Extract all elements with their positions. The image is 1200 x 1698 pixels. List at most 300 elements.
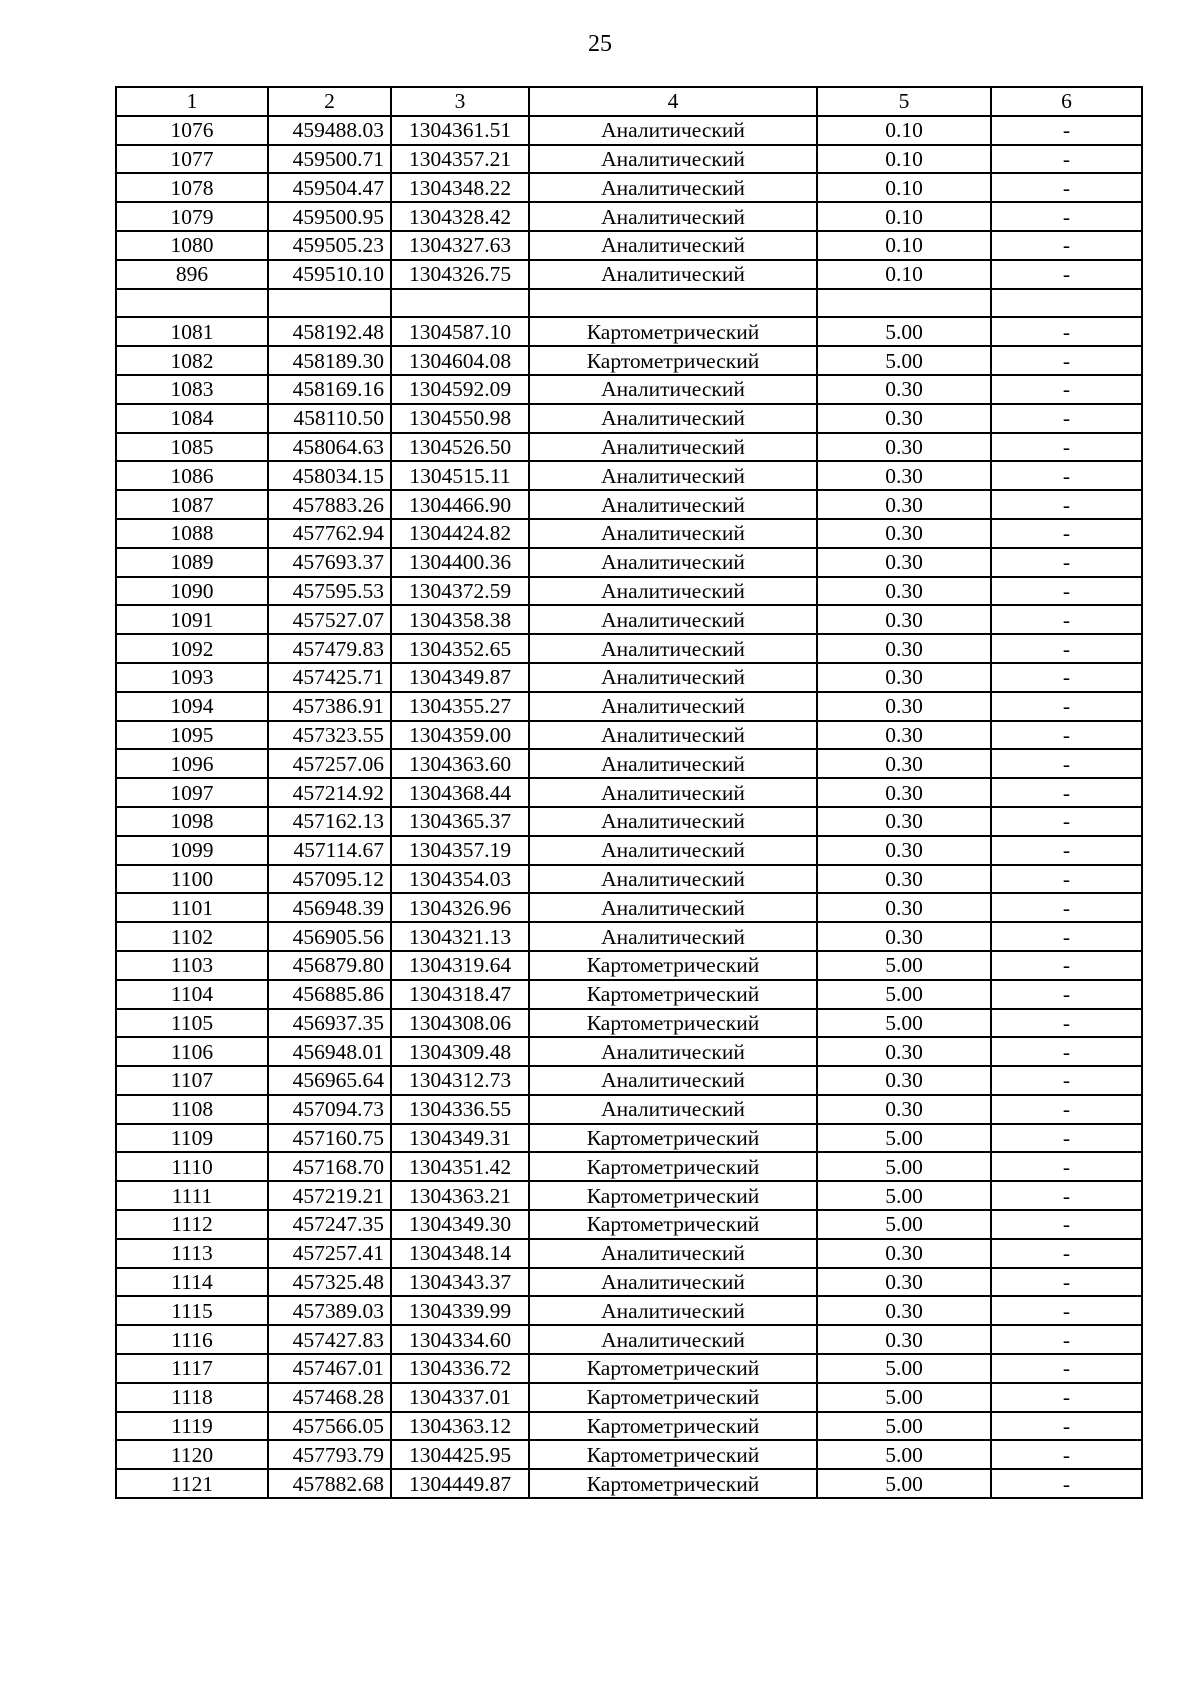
y-coordinate-cell: 1304425.95 [391,1440,529,1469]
point-number-cell: 1118 [116,1383,268,1412]
x-coordinate-cell: 457793.79 [268,1440,391,1469]
table-row [116,1239,1142,1268]
accuracy-cell: 0.30 [817,922,991,951]
column-header-6: 6 [991,87,1142,116]
x-coordinate-cell: 457386.91 [268,692,391,721]
method-cell: Аналитический [529,173,817,202]
table-row [116,519,1142,548]
x-coordinate-cell: 457425.71 [268,663,391,692]
note-cell [991,289,1142,318]
accuracy-cell: 5.00 [817,317,991,346]
note-cell: - [991,1239,1142,1268]
x-coordinate-cell: 457389.03 [268,1296,391,1325]
table-row [116,116,1142,145]
x-coordinate-cell: 457595.53 [268,577,391,606]
y-coordinate-cell: 1304592.09 [391,375,529,404]
y-coordinate-cell: 1304357.21 [391,145,529,174]
y-coordinate-cell: 1304349.30 [391,1210,529,1239]
accuracy-cell [817,289,991,318]
point-number-cell: 1087 [116,490,268,519]
point-number-cell: 1113 [116,1239,268,1268]
point-number-cell: 1121 [116,1469,268,1498]
method-cell: Аналитический [529,519,817,548]
table-row [116,893,1142,922]
method-cell: Картометрический [529,1354,817,1383]
x-coordinate-cell: 459500.71 [268,145,391,174]
method-cell: Картометрический [529,1152,817,1181]
y-coordinate-cell [391,289,529,318]
method-cell: Аналитический [529,490,817,519]
method-cell: Аналитический [529,260,817,289]
note-cell: - [991,1412,1142,1441]
x-coordinate-cell: 456948.01 [268,1037,391,1066]
y-coordinate-cell: 1304359.00 [391,721,529,750]
y-coordinate-cell: 1304361.51 [391,116,529,145]
header-row [116,87,1142,116]
note-cell: - [991,1383,1142,1412]
accuracy-cell: 0.30 [817,807,991,836]
note-cell: - [991,778,1142,807]
accuracy-cell: 0.30 [817,1066,991,1095]
y-coordinate-cell: 1304318.47 [391,980,529,1009]
accuracy-cell: 5.00 [817,951,991,980]
column-header-3: 3 [391,87,529,116]
page-number: 25 [588,31,612,57]
accuracy-cell: 0.30 [817,893,991,922]
x-coordinate-cell: 457168.70 [268,1152,391,1181]
accuracy-cell: 0.30 [817,721,991,750]
method-cell: Аналитический [529,1268,817,1297]
method-cell: Аналитический [529,1037,817,1066]
accuracy-cell: 0.30 [817,577,991,606]
y-coordinate-cell: 1304352.65 [391,634,529,663]
table-row [116,1066,1142,1095]
accuracy-cell: 5.00 [817,1181,991,1210]
table-row [116,461,1142,490]
table-row [116,490,1142,519]
point-number-cell: 1091 [116,605,268,634]
note-cell: - [991,519,1142,548]
y-coordinate-cell: 1304339.99 [391,1296,529,1325]
note-cell: - [991,346,1142,375]
x-coordinate-cell: 458110.50 [268,404,391,433]
table-row [116,1152,1142,1181]
y-coordinate-cell: 1304363.21 [391,1181,529,1210]
column-header-1: 1 [116,87,268,116]
y-coordinate-cell: 1304357.19 [391,836,529,865]
x-coordinate-cell: 459510.10 [268,260,391,289]
x-coordinate-cell: 459500.95 [268,202,391,231]
note-cell: - [991,865,1142,894]
method-cell: Аналитический [529,1239,817,1268]
point-number-cell: 1112 [116,1210,268,1239]
note-cell: - [991,1066,1142,1095]
x-coordinate-cell: 456885.86 [268,980,391,1009]
accuracy-cell: 5.00 [817,1412,991,1441]
note-cell: - [991,461,1142,490]
table-row [116,749,1142,778]
x-coordinate-cell: 458034.15 [268,461,391,490]
note-cell: - [991,577,1142,606]
accuracy-cell: 0.30 [817,692,991,721]
note-cell: - [991,1152,1142,1181]
y-coordinate-cell: 1304466.90 [391,490,529,519]
table-row [116,1383,1142,1412]
accuracy-cell: 0.30 [817,836,991,865]
y-coordinate-cell: 1304334.60 [391,1325,529,1354]
method-cell: Аналитический [529,1296,817,1325]
x-coordinate-cell: 457883.26 [268,490,391,519]
accuracy-cell: 0.30 [817,1296,991,1325]
y-coordinate-cell: 1304348.14 [391,1239,529,1268]
x-coordinate-cell: 457162.13 [268,807,391,836]
method-cell: Аналитический [529,692,817,721]
point-number-cell: 1119 [116,1412,268,1441]
note-cell: - [991,1095,1142,1124]
table-row [116,404,1142,433]
point-number-cell: 1095 [116,721,268,750]
y-coordinate-cell: 1304326.75 [391,260,529,289]
x-coordinate-cell: 457214.92 [268,778,391,807]
x-coordinate-cell [268,289,391,318]
note-cell: - [991,721,1142,750]
note-cell: - [991,231,1142,260]
y-coordinate-cell: 1304400.36 [391,548,529,577]
note-cell: - [991,260,1142,289]
column-header-4: 4 [529,87,817,116]
table-row [116,1210,1142,1239]
note-cell: - [991,1268,1142,1297]
x-coordinate-cell: 457247.35 [268,1210,391,1239]
point-number-cell: 1094 [116,692,268,721]
point-number-cell: 1105 [116,1009,268,1038]
method-cell: Картометрический [529,1009,817,1038]
method-cell: Картометрический [529,1210,817,1239]
note-cell: - [991,490,1142,519]
method-cell: Аналитический [529,1066,817,1095]
accuracy-cell: 5.00 [817,1124,991,1153]
accuracy-cell: 0.30 [817,634,991,663]
table-row [116,1009,1142,1038]
column-header-5: 5 [817,87,991,116]
point-number-cell: 1114 [116,1268,268,1297]
method-cell: Аналитический [529,865,817,894]
point-number-cell: 1079 [116,202,268,231]
method-cell: Аналитический [529,807,817,836]
accuracy-cell: 0.30 [817,1239,991,1268]
table-row [116,145,1142,174]
table-row [116,1354,1142,1383]
method-cell [529,289,817,318]
point-number-cell: 1101 [116,893,268,922]
point-number-cell: 1084 [116,404,268,433]
x-coordinate-cell: 457882.68 [268,1469,391,1498]
x-coordinate-cell: 457095.12 [268,865,391,894]
note-cell: - [991,375,1142,404]
y-coordinate-cell: 1304363.12 [391,1412,529,1441]
y-coordinate-cell: 1304424.82 [391,519,529,548]
table-row [116,1268,1142,1297]
x-coordinate-cell: 456965.64 [268,1066,391,1095]
note-cell: - [991,202,1142,231]
y-coordinate-cell: 1304336.72 [391,1354,529,1383]
point-number-cell: 1090 [116,577,268,606]
x-coordinate-cell: 457325.48 [268,1268,391,1297]
point-number-cell [116,289,268,318]
method-cell: Аналитический [529,836,817,865]
method-cell: Аналитический [529,375,817,404]
method-cell: Аналитический [529,461,817,490]
y-coordinate-cell: 1304526.50 [391,433,529,462]
x-coordinate-cell: 457468.28 [268,1383,391,1412]
table-row [116,433,1142,462]
point-number-cell: 1116 [116,1325,268,1354]
point-number-cell: 1120 [116,1440,268,1469]
x-coordinate-cell: 457219.21 [268,1181,391,1210]
accuracy-cell: 5.00 [817,1440,991,1469]
accuracy-cell: 0.30 [817,1268,991,1297]
x-coordinate-cell: 458169.16 [268,375,391,404]
point-number-cell: 1115 [116,1296,268,1325]
table-row [116,605,1142,634]
method-cell: Аналитический [529,634,817,663]
note-cell: - [991,922,1142,951]
note-cell: - [991,980,1142,1009]
y-coordinate-cell: 1304349.87 [391,663,529,692]
method-cell: Картометрический [529,1440,817,1469]
point-number-cell: 1102 [116,922,268,951]
point-number-cell: 1078 [116,173,268,202]
table-row [116,721,1142,750]
accuracy-cell: 5.00 [817,1152,991,1181]
point-number-cell: 1088 [116,519,268,548]
x-coordinate-cell: 458189.30 [268,346,391,375]
point-number-cell: 1077 [116,145,268,174]
x-coordinate-cell: 457094.73 [268,1095,391,1124]
accuracy-cell: 0.30 [817,778,991,807]
accuracy-cell: 5.00 [817,1210,991,1239]
method-cell: Аналитический [529,922,817,951]
point-number-cell: 1080 [116,231,268,260]
point-number-cell: 1103 [116,951,268,980]
table-row [116,1412,1142,1441]
point-number-cell: 1099 [116,836,268,865]
point-number-cell: 1086 [116,461,268,490]
note-cell: - [991,317,1142,346]
x-coordinate-cell: 457160.75 [268,1124,391,1153]
method-cell: Аналитический [529,145,817,174]
note-cell: - [991,807,1142,836]
y-coordinate-cell: 1304587.10 [391,317,529,346]
accuracy-cell: 5.00 [817,1009,991,1038]
table-row [116,778,1142,807]
table-row [116,260,1142,289]
method-cell: Аналитический [529,202,817,231]
table-row [116,663,1142,692]
accuracy-cell: 5.00 [817,1383,991,1412]
y-coordinate-cell: 1304308.06 [391,1009,529,1038]
note-cell: - [991,1325,1142,1354]
x-coordinate-cell: 459505.23 [268,231,391,260]
point-number-cell: 1107 [116,1066,268,1095]
x-coordinate-cell: 456937.35 [268,1009,391,1038]
y-coordinate-cell: 1304328.42 [391,202,529,231]
y-coordinate-cell: 1304363.60 [391,749,529,778]
table-row [116,577,1142,606]
method-cell: Аналитический [529,1325,817,1354]
accuracy-cell: 5.00 [817,1354,991,1383]
x-coordinate-cell: 456905.56 [268,922,391,951]
method-cell: Аналитический [529,778,817,807]
note-cell: - [991,605,1142,634]
table-row [116,1037,1142,1066]
y-coordinate-cell: 1304337.01 [391,1383,529,1412]
table-row [116,980,1142,1009]
method-cell: Аналитический [529,663,817,692]
x-coordinate-cell: 459504.47 [268,173,391,202]
table-row [116,346,1142,375]
note-cell: - [991,663,1142,692]
point-number-cell: 1108 [116,1095,268,1124]
x-coordinate-cell: 457479.83 [268,634,391,663]
x-coordinate-cell: 457566.05 [268,1412,391,1441]
table-row [116,1095,1142,1124]
y-coordinate-cell: 1304355.27 [391,692,529,721]
method-cell: Аналитический [529,231,817,260]
accuracy-cell: 0.30 [817,1037,991,1066]
x-coordinate-cell: 457257.41 [268,1239,391,1268]
table-body [116,116,1142,1498]
point-number-cell: 896 [116,260,268,289]
note-cell: - [991,1354,1142,1383]
accuracy-cell: 5.00 [817,980,991,1009]
x-coordinate-cell: 458192.48 [268,317,391,346]
accuracy-cell: 0.30 [817,749,991,778]
point-number-cell: 1082 [116,346,268,375]
accuracy-cell: 0.30 [817,433,991,462]
note-cell: - [991,548,1142,577]
note-cell: - [991,433,1142,462]
method-cell: Аналитический [529,605,817,634]
method-cell: Картометрический [529,317,817,346]
method-cell: Картометрический [529,1181,817,1210]
accuracy-cell: 0.30 [817,605,991,634]
point-number-cell: 1085 [116,433,268,462]
method-cell: Аналитический [529,404,817,433]
accuracy-cell: 0.10 [817,202,991,231]
point-number-cell: 1104 [116,980,268,1009]
accuracy-cell: 0.30 [817,1325,991,1354]
y-coordinate-cell: 1304343.37 [391,1268,529,1297]
point-number-cell: 1117 [116,1354,268,1383]
x-coordinate-cell: 456879.80 [268,951,391,980]
point-number-cell: 1100 [116,865,268,894]
point-number-cell: 1096 [116,749,268,778]
y-coordinate-cell: 1304372.59 [391,577,529,606]
y-coordinate-cell: 1304319.64 [391,951,529,980]
note-cell: - [991,692,1142,721]
table-row [116,202,1142,231]
y-coordinate-cell: 1304358.38 [391,605,529,634]
note-cell: - [991,1440,1142,1469]
table-row [116,1325,1142,1354]
y-coordinate-cell: 1304336.55 [391,1095,529,1124]
x-coordinate-cell: 459488.03 [268,116,391,145]
note-cell: - [991,951,1142,980]
note-cell: - [991,1124,1142,1153]
y-coordinate-cell: 1304550.98 [391,404,529,433]
y-coordinate-cell: 1304515.11 [391,461,529,490]
point-number-cell: 1110 [116,1152,268,1181]
point-number-cell: 1092 [116,634,268,663]
note-cell: - [991,1210,1142,1239]
accuracy-cell: 0.30 [817,490,991,519]
table-row [116,289,1142,318]
method-cell: Картометрический [529,1412,817,1441]
table-row [116,865,1142,894]
accuracy-cell: 0.30 [817,404,991,433]
table-row [116,951,1142,980]
x-coordinate-cell: 457114.67 [268,836,391,865]
accuracy-cell: 0.30 [817,1095,991,1124]
method-cell: Аналитический [529,433,817,462]
y-coordinate-cell: 1304348.22 [391,173,529,202]
accuracy-cell: 0.10 [817,173,991,202]
note-cell: - [991,145,1142,174]
note-cell: - [991,749,1142,778]
x-coordinate-cell: 457527.07 [268,605,391,634]
x-coordinate-cell: 457693.37 [268,548,391,577]
y-coordinate-cell: 1304354.03 [391,865,529,894]
y-coordinate-cell: 1304351.42 [391,1152,529,1181]
point-number-cell: 1076 [116,116,268,145]
note-cell: - [991,116,1142,145]
note-cell: - [991,1009,1142,1038]
method-cell: Картометрический [529,346,817,375]
table-row [116,173,1142,202]
table-row [116,231,1142,260]
table-row [116,692,1142,721]
accuracy-cell: 0.10 [817,260,991,289]
table-row [116,634,1142,663]
y-coordinate-cell: 1304312.73 [391,1066,529,1095]
table-row [116,1124,1142,1153]
accuracy-cell: 0.30 [817,375,991,404]
method-cell: Аналитический [529,577,817,606]
note-cell: - [991,1469,1142,1498]
accuracy-cell: 0.10 [817,116,991,145]
accuracy-cell: 0.10 [817,145,991,174]
column-header-2: 2 [268,87,391,116]
y-coordinate-cell: 1304309.48 [391,1037,529,1066]
x-coordinate-cell: 457467.01 [268,1354,391,1383]
accuracy-cell: 0.30 [817,548,991,577]
table-row [116,1181,1142,1210]
point-number-cell: 1109 [116,1124,268,1153]
y-coordinate-cell: 1304368.44 [391,778,529,807]
method-cell: Аналитический [529,1095,817,1124]
table-row [116,836,1142,865]
method-cell: Картометрический [529,980,817,1009]
method-cell: Картометрический [529,1383,817,1412]
note-cell: - [991,1037,1142,1066]
point-number-cell: 1097 [116,778,268,807]
table-row [116,1296,1142,1325]
x-coordinate-cell: 457323.55 [268,721,391,750]
note-cell: - [991,1181,1142,1210]
accuracy-cell: 0.30 [817,663,991,692]
point-number-cell: 1093 [116,663,268,692]
